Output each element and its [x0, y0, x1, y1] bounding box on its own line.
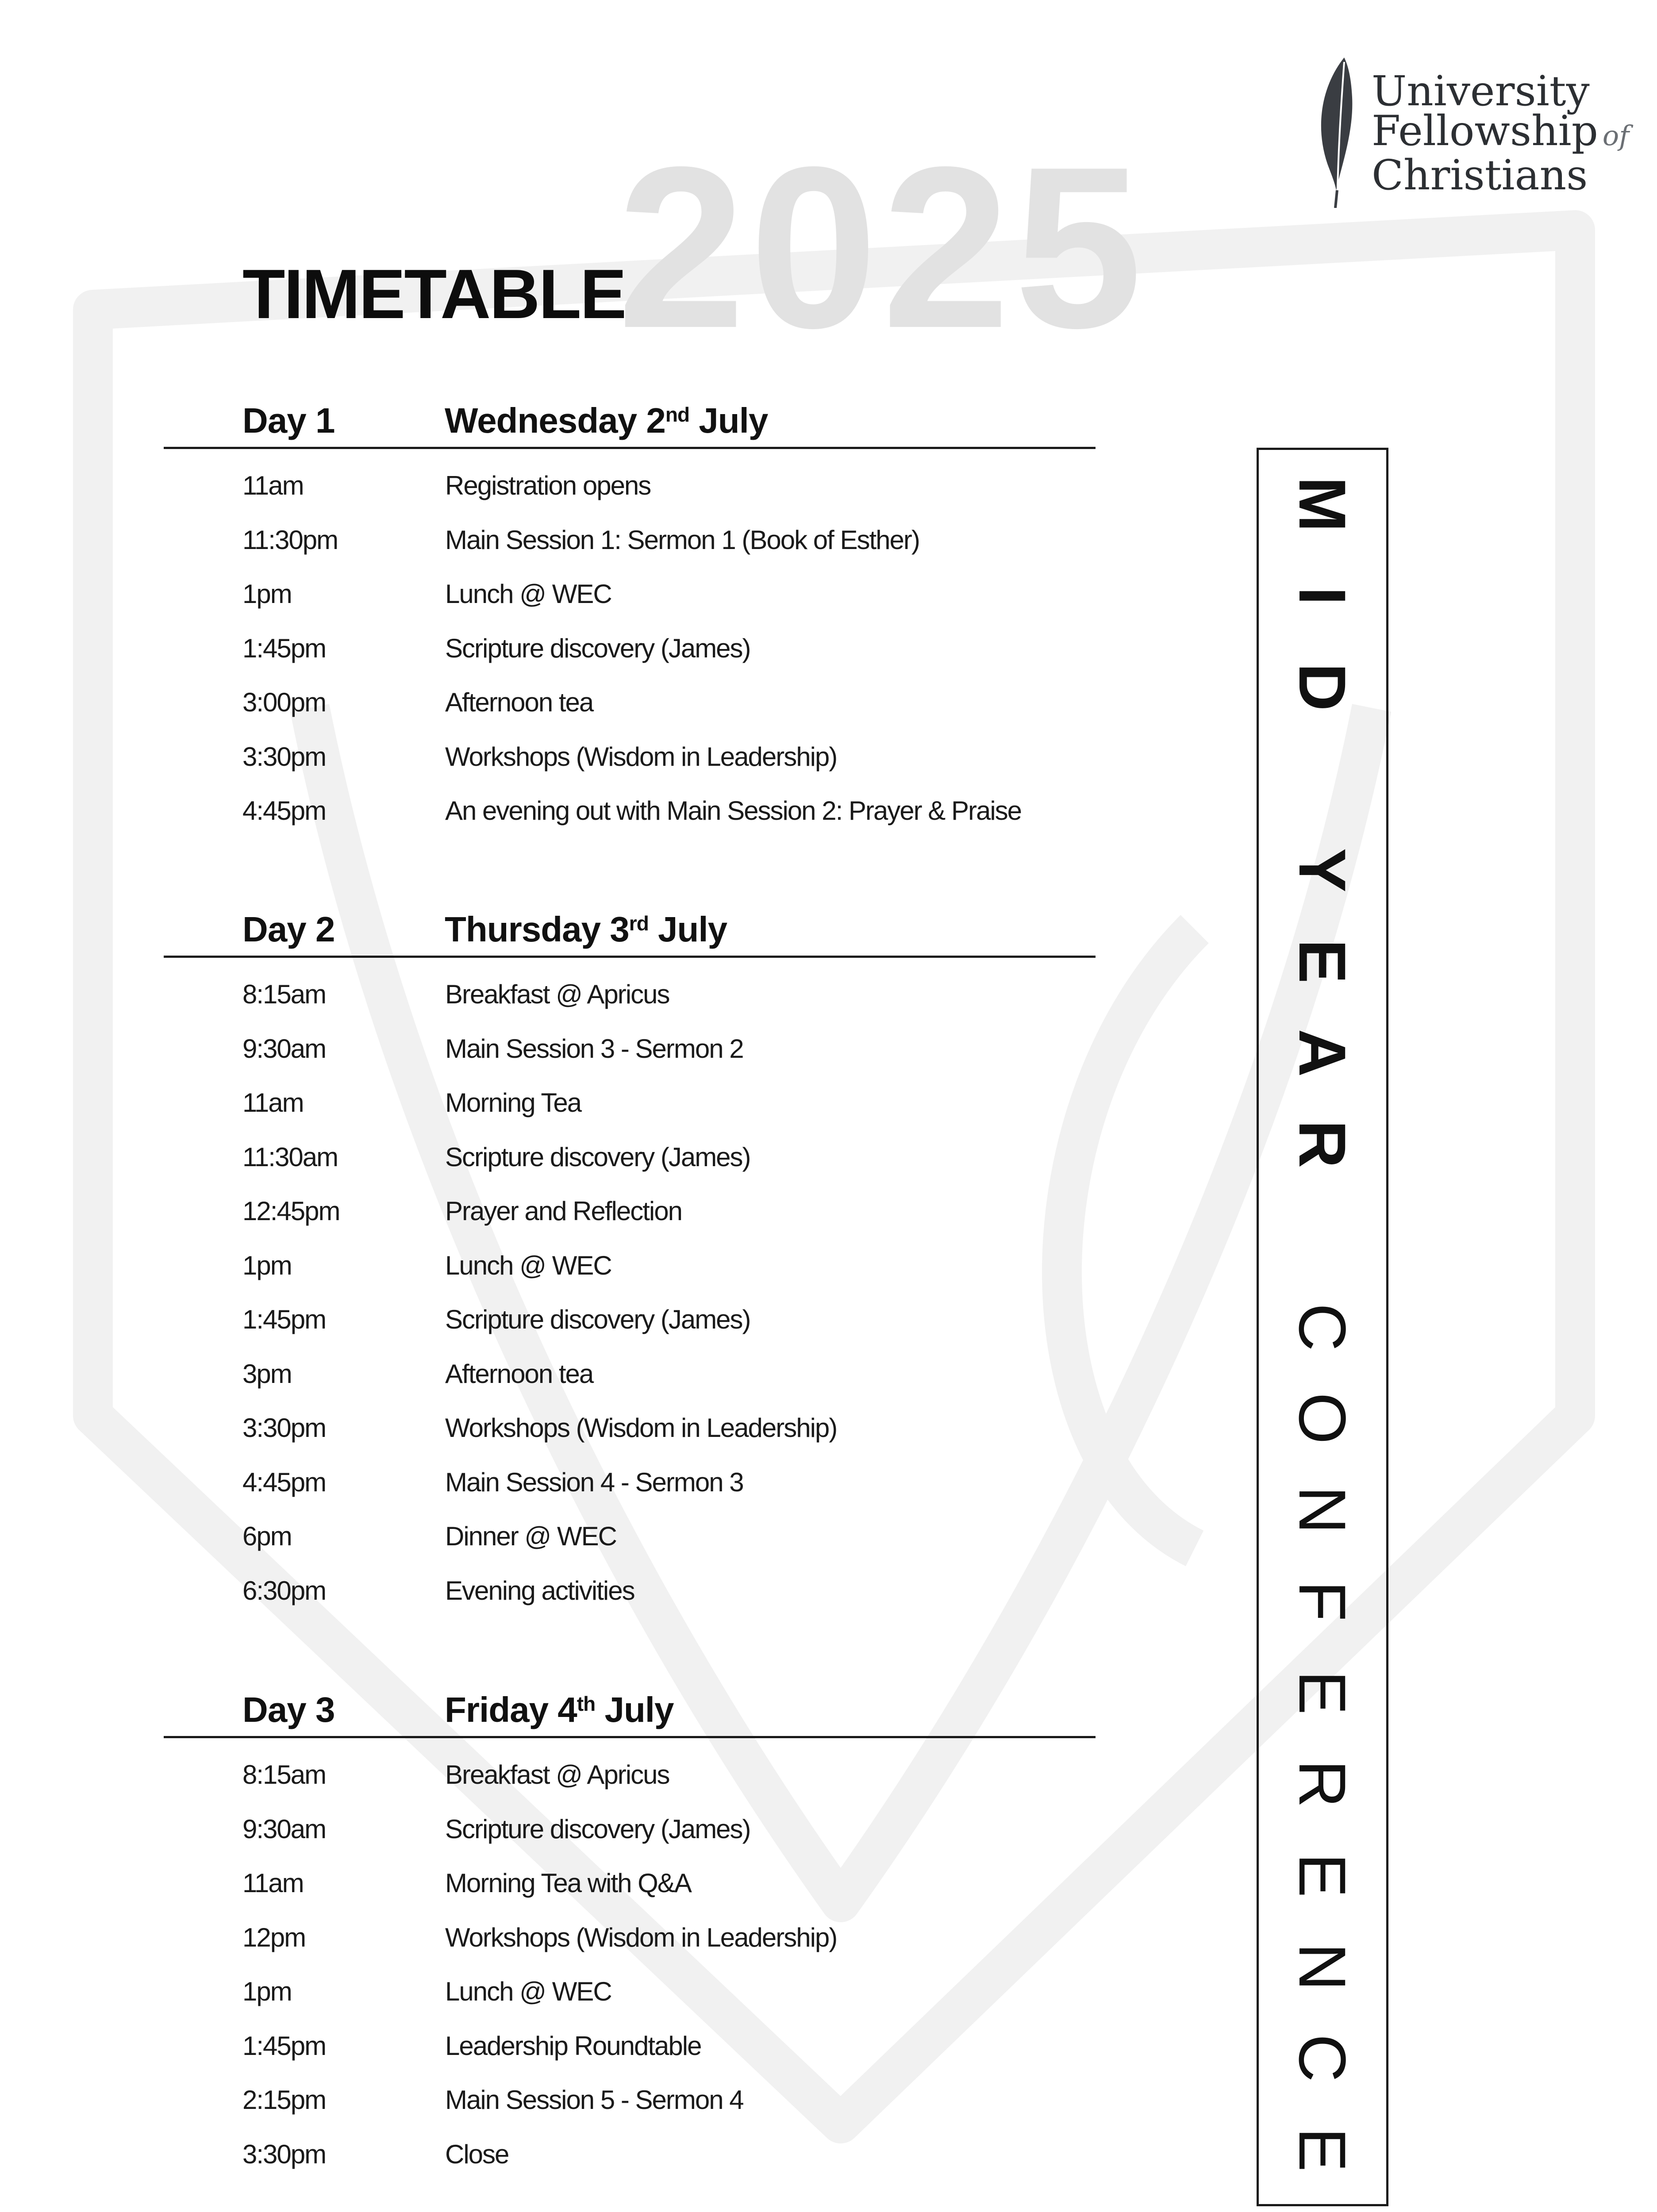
schedule-time: 3:00pm	[242, 687, 326, 717]
side-banner-letter: E	[1285, 939, 1360, 984]
schedule-event: Workshops (Wisdom in Leadership)	[445, 1922, 837, 1952]
schedule-time: 11am	[242, 1868, 304, 1898]
day-month: July	[648, 910, 727, 949]
schedule-event: Scripture discovery (James)	[445, 633, 750, 663]
schedule-event: Lunch @ WEC	[445, 579, 611, 609]
day-label: Day 2	[242, 910, 335, 949]
schedule-time: 1pm	[242, 1250, 292, 1280]
year-background-text: 2025	[617, 119, 1147, 376]
schedule-time: 4:45pm	[242, 1467, 326, 1497]
schedule-time: 1:45pm	[242, 2031, 326, 2061]
schedule-time: 8:15am	[242, 1760, 326, 1790]
side-banner-letter: R	[1285, 1760, 1360, 1808]
day-header	[164, 907, 1096, 958]
schedule-event: Scripture discovery (James)	[445, 1142, 750, 1172]
schedule-event: Morning Tea with Q&A	[445, 1868, 691, 1898]
day-weekday: Wednesday 2	[445, 401, 665, 440]
page-title: TIMETABLE	[242, 255, 626, 333]
schedule-time: 3:30pm	[242, 741, 326, 772]
schedule-event: Close	[445, 2139, 509, 2169]
schedule-time: 12:45pm	[242, 1196, 340, 1226]
schedule-event: Dinner @ WEC	[445, 1521, 616, 1551]
schedule-time: 11:30pm	[242, 525, 338, 555]
schedule-time: 8:15am	[242, 979, 326, 1009]
schedule-time: 1pm	[242, 579, 292, 609]
schedule-event: Afternoon tea	[445, 1359, 593, 1389]
day-month: July	[595, 1690, 674, 1729]
logo-line-1: University	[1372, 67, 1590, 115]
day-header	[164, 1687, 1096, 1738]
day-date	[445, 401, 768, 441]
schedule-time: 2:15pm	[242, 2085, 326, 2115]
schedule-event: Main Session 5 - Sermon 4	[445, 2085, 743, 2115]
schedule-event: Workshops (Wisdom in Leadership)	[445, 1413, 837, 1443]
side-banner-letter: Y	[1285, 848, 1360, 892]
side-banner-letter: E	[1285, 1853, 1360, 1897]
schedule-time: 11am	[242, 471, 304, 500]
day-weekday: Thursday 3	[445, 910, 629, 949]
side-banner-letter: M	[1285, 476, 1360, 532]
schedule-event: Main Session 3 - Sermon 2	[445, 1033, 743, 1064]
side-banner	[1257, 448, 1388, 2206]
schedule-time: 6pm	[242, 1521, 292, 1551]
day-date	[445, 1690, 674, 1730]
schedule-event: Leadership Roundtable	[445, 2031, 701, 2061]
schedule-event: Prayer and Reflection	[445, 1196, 682, 1226]
schedule-event: Breakfast @ Apricus	[445, 979, 669, 1009]
schedule-event: Breakfast @ Apricus	[445, 1760, 669, 1790]
schedule-time: 3pm	[242, 1359, 292, 1389]
schedule-event: Scripture discovery (James)	[445, 1305, 750, 1334]
side-banner-letter: E	[1285, 2127, 1360, 2172]
side-banner-letter: C	[1285, 2034, 1360, 2082]
schedule-time: 6:30pm	[242, 1575, 326, 1605]
schedule-time: 4:45pm	[242, 796, 326, 826]
logo-line-3: Christians	[1372, 151, 1588, 200]
day-label: Day 1	[242, 401, 335, 440]
schedule-event: Main Session 1: Sermon 1 (Book of Esther)	[445, 525, 919, 555]
schedule-event: Registration opens	[445, 471, 651, 500]
ufc-logo	[1310, 58, 1630, 208]
schedule-time: 1:45pm	[242, 1305, 326, 1334]
schedule-event: An evening out with Main Session 2: Prayer & Praise	[445, 796, 1022, 826]
day-date	[445, 910, 727, 949]
schedule-event: Lunch @ WEC	[445, 1977, 611, 2006]
schedule-time: 1pm	[242, 1977, 292, 2006]
logo-line-2: Fellowship	[1372, 107, 1598, 155]
side-banner-letter: E	[1285, 1670, 1360, 1715]
schedule-event: Main Session 4 - Sermon 3	[445, 1467, 743, 1497]
schedule-time: 12pm	[242, 1922, 306, 1952]
schedule-event: Lunch @ WEC	[445, 1250, 611, 1280]
day-weekday: Friday 4	[445, 1690, 577, 1729]
day-ordinal-suffix: nd	[665, 403, 690, 426]
schedule-event: Afternoon tea	[445, 687, 593, 717]
side-banner-letter: N	[1285, 1486, 1360, 1534]
schedule-event: Scripture discovery (James)	[445, 1814, 750, 1844]
day-month: July	[689, 401, 768, 440]
schedule-time: 11:30am	[242, 1142, 338, 1172]
side-banner-letter: N	[1285, 1943, 1360, 1991]
logo-of: of	[1602, 119, 1630, 152]
schedule-time: 11am	[242, 1088, 304, 1118]
feather-icon	[1310, 58, 1363, 208]
schedule-time: 1:45pm	[242, 633, 326, 663]
side-banner-letter: A	[1285, 1029, 1360, 1077]
side-banner-letter: D	[1285, 663, 1360, 711]
side-banner-letter: I	[1285, 587, 1360, 605]
schedule-event: Evening activities	[445, 1575, 634, 1605]
schedule-event: Morning Tea	[445, 1088, 581, 1118]
schedule-event: Workshops (Wisdom in Leadership)	[445, 741, 837, 772]
side-banner-letter: C	[1285, 1303, 1360, 1351]
schedule-time: 9:30am	[242, 1814, 326, 1844]
day-label: Day 3	[242, 1690, 335, 1729]
schedule-time: 3:30pm	[242, 2139, 326, 2169]
side-banner-letter: F	[1285, 1581, 1360, 1622]
day-header	[164, 398, 1096, 449]
side-banner-letter: O	[1285, 1392, 1360, 1444]
day-ordinal-suffix: rd	[629, 912, 649, 935]
schedule-time: 9:30am	[242, 1033, 326, 1064]
day-ordinal-suffix: th	[577, 1692, 596, 1715]
side-banner-letter: R	[1285, 1120, 1360, 1168]
logo-wordmark	[1372, 67, 1630, 200]
schedule-time: 3:30pm	[242, 1413, 326, 1443]
